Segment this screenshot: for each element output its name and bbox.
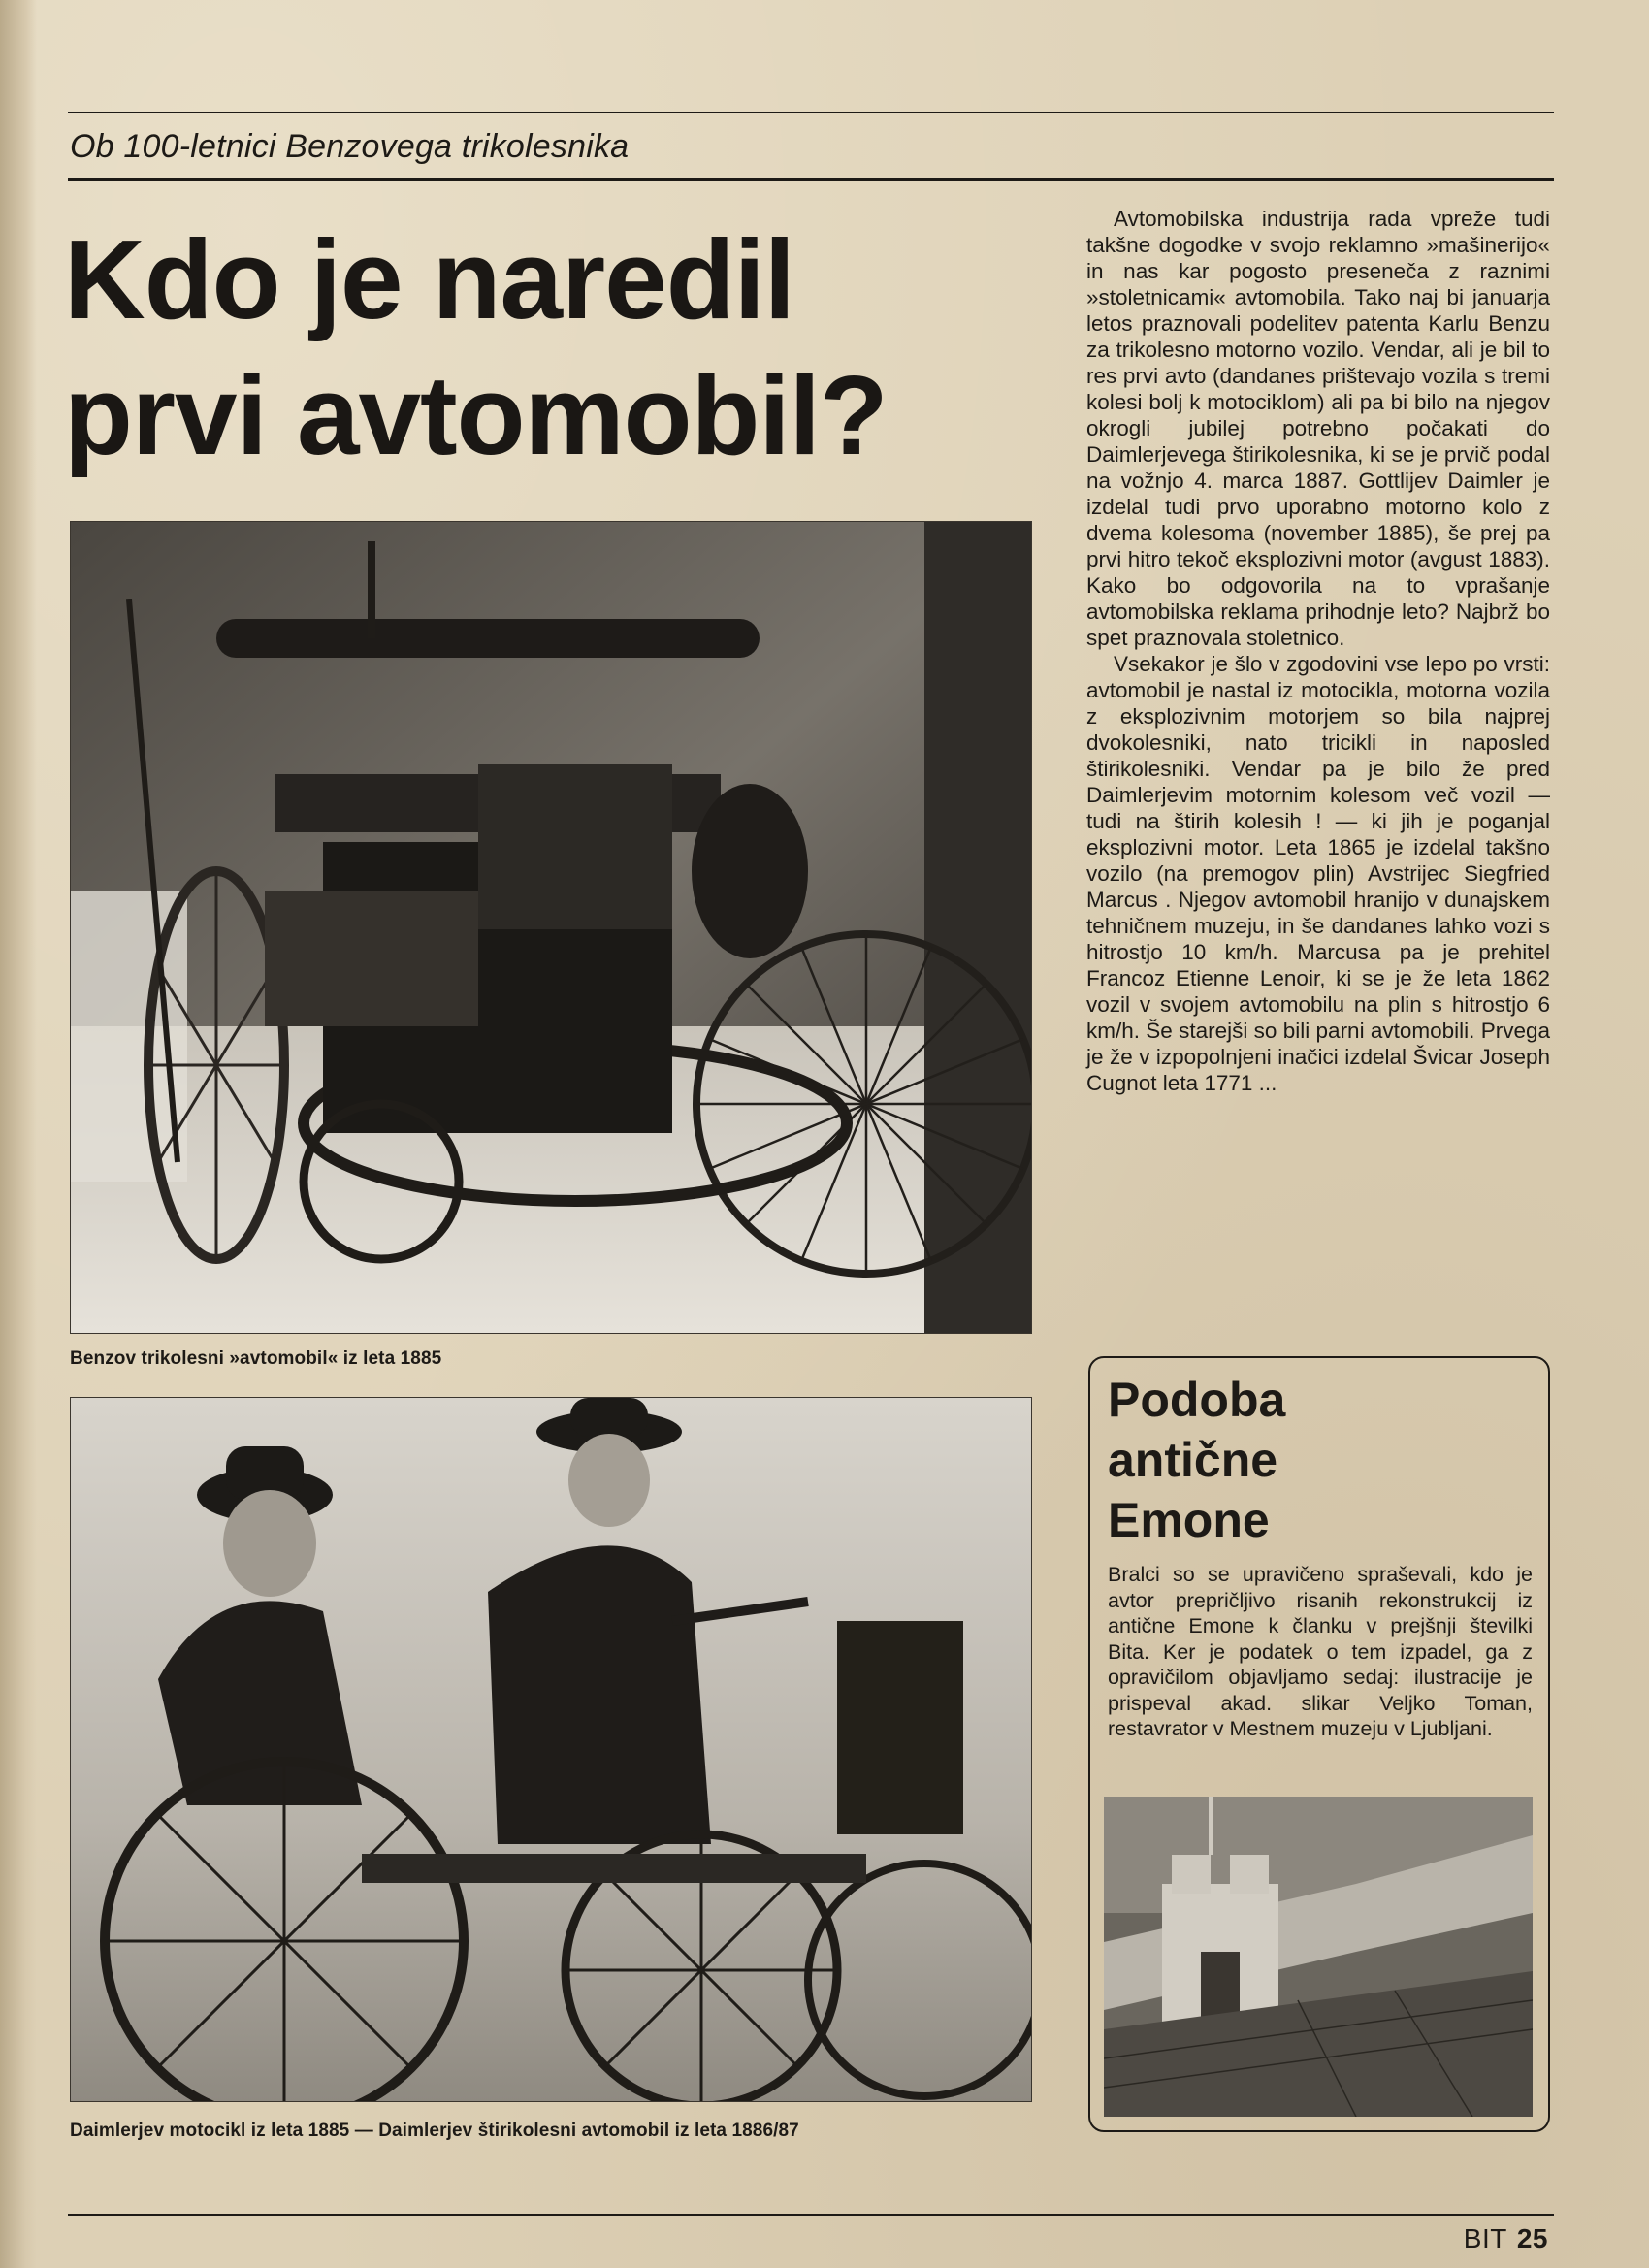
- top-rule: [68, 112, 1554, 113]
- sidebar-box: [1088, 1356, 1550, 2132]
- emona-reconstruction-image: [1104, 1797, 1533, 2117]
- photo-benz-tricycle: [70, 521, 1032, 1334]
- caption-daimler: Daimlerjev motocikl iz leta 1885 — Daimlerjev štirikolesni avtomobil iz leta 1886/87: [70, 2121, 799, 2141]
- kicker-rule: [68, 178, 1554, 181]
- sidebar-title-line-2: antične: [1108, 1433, 1278, 1487]
- tricycle-illustration: [71, 522, 1031, 1333]
- page-edge-shadow: [0, 0, 37, 2268]
- article-paragraph-1: Avtomobilska industrija rada vpreže tudi takšne dogodke v svojo reklamno »mašinerijo« in nas kar pogosto preseneča z raznimi »stoletnicami« avtomobila. Tako naj bi januarja letos praznovali podelitev patenta Karlu Benzu za trikolesno motorno vozilo. Vendar, ali je bil to res prvi avto (dandanes prištevajo vozila s tremi kolesi bolj k motociklom) ali pa bi bilo na njegov okrogli jubilej potrebno počakati do Daimlerjevega štirikolesnika, ki se je prvič podal na vožnjo 4. marca 1887. Gottlijev Daimler je izdelal tudi prvo uporabno motorno kolo z dvema kolesoma (november 1885), še prej pa prvi hitro tekoč eksplozivni motor (avgust 1883). Kako bo odgovorila na to vprašanje avtomobilska reklama prihodnje leto? Najbrž bo spet praznovala stoletnico.: [1086, 207, 1550, 650]
- caption-benz: Benzov trikolesni »avtomobil« iz leta 1885: [70, 1348, 442, 1369]
- page-footer: [1464, 2223, 1548, 2254]
- page-number: 25: [1516, 2223, 1548, 2253]
- headline: [64, 211, 1073, 483]
- emona-illustration: [1104, 1797, 1533, 2117]
- photo-daimler-vehicles: [70, 1397, 1032, 2102]
- bottom-rule: [68, 2214, 1554, 2216]
- headline-line-1: Kdo je naredil: [64, 216, 795, 342]
- sidebar-title-line-3: Emone: [1108, 1493, 1270, 1547]
- publication-name: BIT: [1463, 2223, 1507, 2253]
- sidebar-title-line-1: Podoba: [1108, 1373, 1286, 1427]
- headline-line-2: prvi avtomobil?: [64, 352, 888, 478]
- sidebar-title: [1108, 1370, 1535, 1550]
- article-paragraph-2: Vsekakor je šlo v zgodovini vse lepo po vrsti: avtomobil je nastal iz motocikla, motorna vozila z eksplozivnim motorjem so bila najprej dvokolesniki, nato tricikli in naposled štirikolesniki. Vendar pa je bilo že pred Daimlerjevim motornim kolesom več vozil — tudi na štirih kolesih ! — ki jih je poganjal eksplozivni motor. Leta 1865 je izdelal takšno vozilo (na premogov plin) Avstrijec Siegfried Marcus . Njegov avtomobil hranijo v dunajskem tehničnem muzeju, in še dandanes lahko vozi s hitrostjo 10 km/h. Marcusa pa je prehitel Francoz Etienne Lenoir, ki se je že leta 1862 vozil v svojem avtomobilu na plin s hitrostjo 6 km/h. Še starejši so bili parni avtomobili. Prvega je že v izpopolnjeni inačici izdelal Švicar Joseph Cugnot leta 1771 ...: [1086, 652, 1550, 1095]
- daimler-illustration: [71, 1398, 1031, 2101]
- sidebar-text: Bralci so se upravičeno spraševali, kdo je avtor prepričljivo risanih rekonstrukcij iz antične Emone k članku v prejšnji številki Bita. Ker je podatek o tem izpadel, ga z opravičilom objavljamo sedaj: ilustracije je prispeval akad. slikar Veljko Toman, restavrator v Mestnem muzeju v Ljubljani.: [1108, 1563, 1533, 1740]
- kicker-line: Ob 100-letnici Benzovega trikolesnika: [70, 128, 630, 165]
- article-body: [1086, 206, 1550, 1096]
